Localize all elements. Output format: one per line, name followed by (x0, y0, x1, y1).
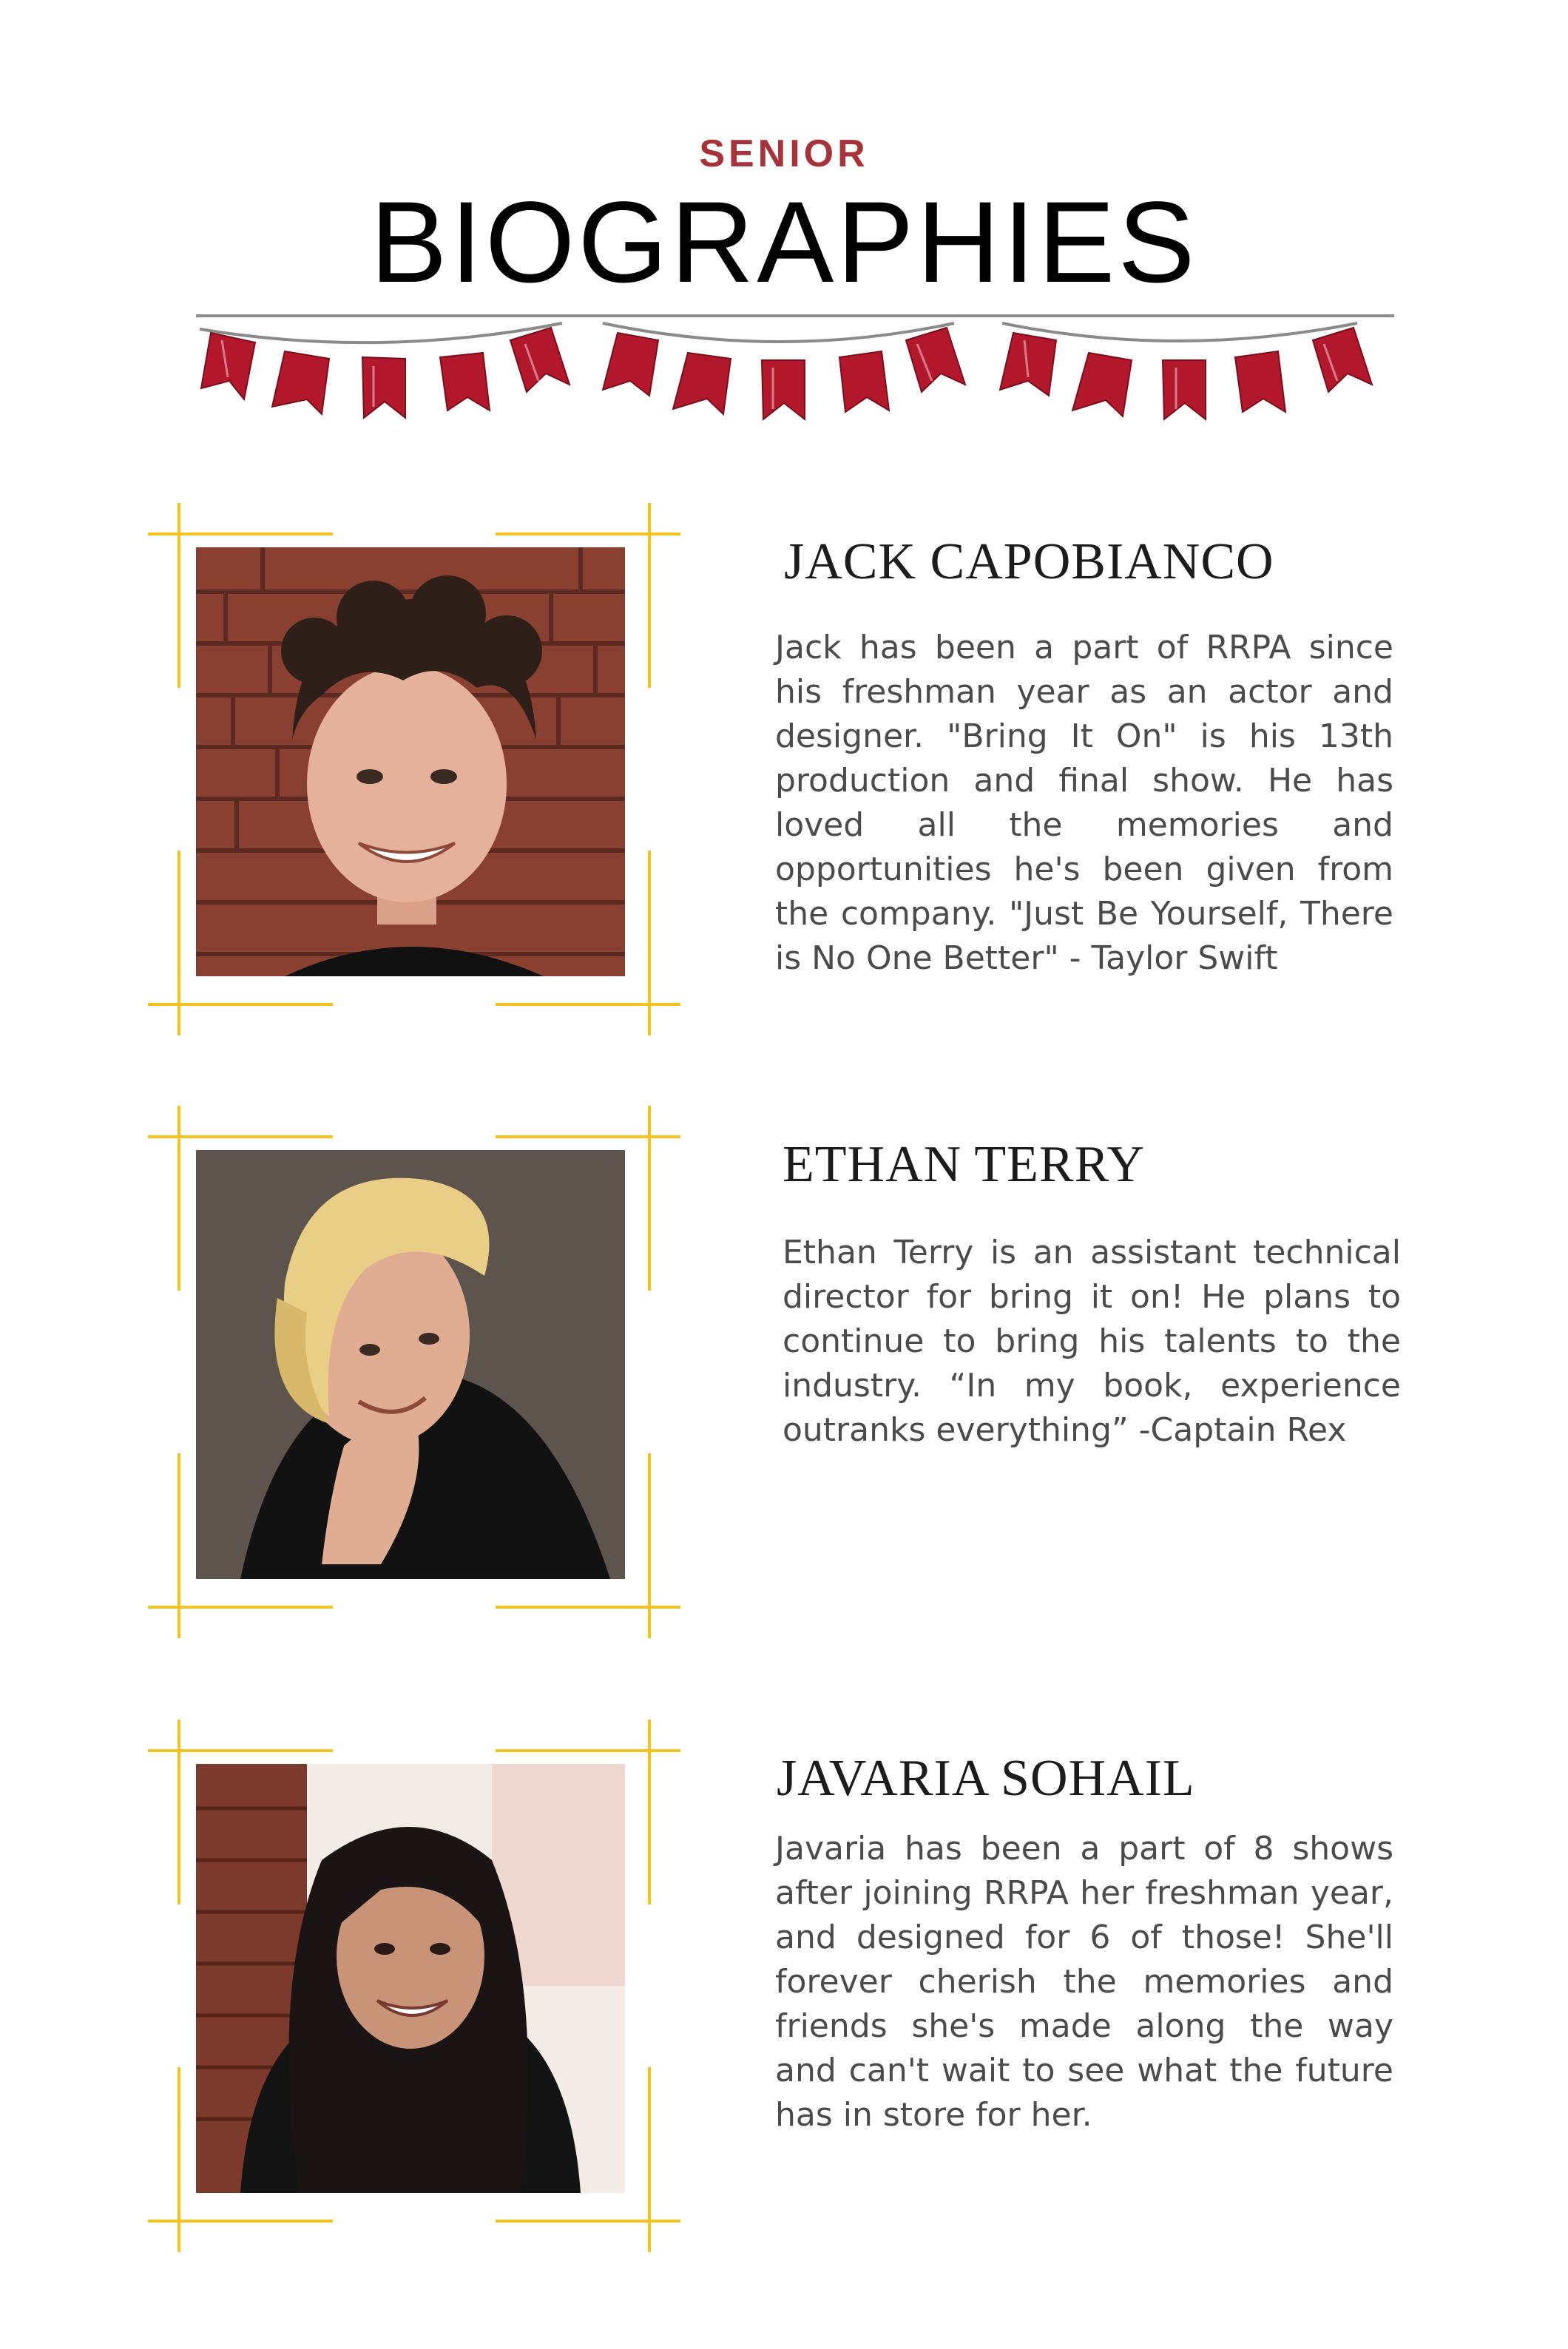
pennant-flag (1072, 353, 1132, 416)
pennant-flag (1000, 333, 1056, 396)
pennant-flag (510, 328, 570, 392)
bio-name: JAVARIA SOHAIL (777, 1750, 1195, 1807)
pennant-flag (1313, 328, 1372, 392)
page-title: BIOGRAPHIES (370, 178, 1198, 307)
pennant-flag (762, 360, 805, 419)
bio-text: Ethan Terry is an assistant technical director for bring it on! He plans to continue to bring his talents to the industry. “In my book, experience outranks everything” -Captain Rex (783, 1234, 1401, 1449)
pennant-flag (603, 333, 658, 396)
pennant-flag (272, 351, 329, 414)
bio-name: JACK CAPOBIANCO (784, 533, 1274, 590)
portrait-photo (196, 547, 625, 976)
pennant-flag (440, 353, 490, 410)
page-kicker: SENIOR (699, 132, 869, 175)
pennant-flag (1235, 351, 1285, 412)
pennant-flag (839, 351, 889, 412)
bio-text: Jack has been a part of RRPA since his freshman year as an actor and designer. "Bring It On" is his 13th production and final show. He has loved all the memories and opportunities he's been given from the company. "Just Be Yourself, There is No One Better" - Taylor Swift (775, 629, 1393, 977)
bunting-decoration (185, 307, 1398, 436)
pennant-flag (201, 333, 255, 399)
portrait-photo (196, 1150, 625, 1579)
bio-text: Javaria has been a part of 8 shows after joining RRPA her freshman year, and designed for 6 of those! She'll forever cherish the memories and friends she's made along the way and can't wait to see what the future has in store for her. (775, 1830, 1393, 2134)
pennant-flag (362, 357, 405, 418)
pennant-flag (673, 353, 731, 414)
pennant-flag (906, 328, 965, 392)
pennant-flag (1163, 360, 1206, 419)
bio-name: ETHAN TERRY (783, 1136, 1145, 1193)
portrait-photo (196, 1764, 625, 2193)
